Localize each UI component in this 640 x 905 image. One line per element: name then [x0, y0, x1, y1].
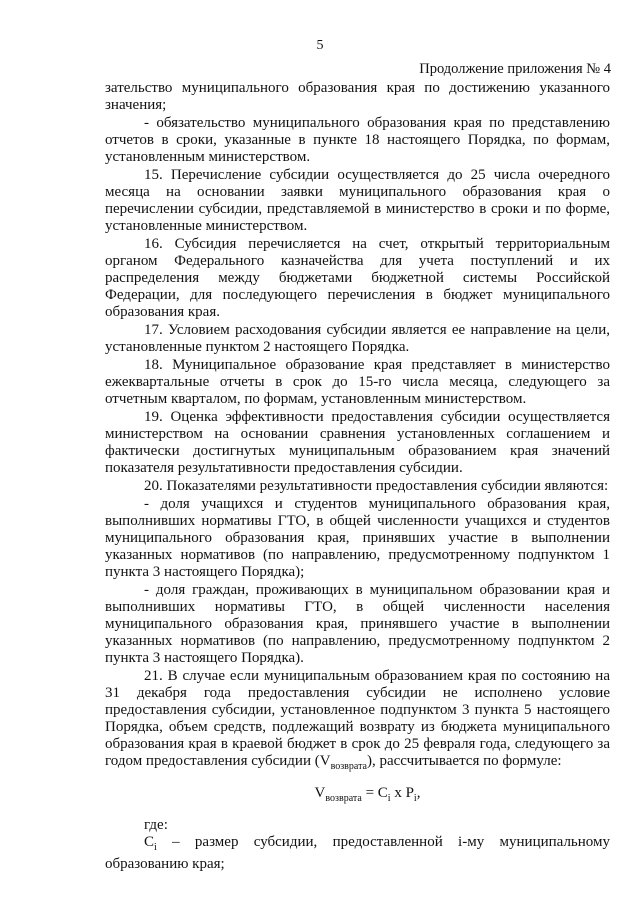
paragraph-21	[105, 668, 610, 775]
paragraph-15: 15. Перечисление субсидии осуществляется до 25 числа очередного месяца на основании заявки муниципального образования края о перечислении субсидии, представляемой в министерство в сроки и по форме, установленные министерством.	[105, 167, 610, 234]
paragraph-16: 16. Субсидия перечисляется на счет, открытый территориальным органом Федерального казначейства для учета поступлений и их распределения между бюджетами бюджетной системы Российской Федерации, для последующего перечисления в бюджет муниципального образования края.	[105, 236, 610, 320]
paragraph-17: 17. Условием расходования субсидии является ее направление на цели, установленные пунктом 2 настоящего Порядка.	[105, 322, 610, 355]
where-label: где:	[144, 817, 168, 833]
paragraph-21-tail: ), рассчитывается по формуле:	[367, 753, 562, 769]
paragraph-indicator-students: - доля учащихся и студентов муниципального образования края, выполнивших нормативы ГТО, в общей численности учащихся и студентов муниципального образования края, принявших участие в выполнении указанных нормативов (по направлению, предусмотренному подпунктом 1 пункта 3 настоящего Порядка);	[105, 496, 610, 580]
paragraph-20: 20. Показателями результативности предоставления субсидии являются:	[144, 478, 609, 494]
definition-ci: $C_i$ – размер субсидии, предоставленной i-му муниципальному образованию края;	[105, 834, 610, 872]
paragraph-obligation-reports: - обязательство муниципального образования края по представлению отчетов в сроки, указанные в пункте 18 настоящего Порядка, по формам, установленным министерством.	[105, 115, 610, 165]
paragraph-21-text: 21. В случае если муниципальным образованием края по состоянию на 31 декабря года предоставления субсидии не исполнено условие предоставления субсидии, установленное подпунктом 3 пункта 5 настоящего Порядка, объем средств, подлежащий возврату из бюджета муниципального образования края в краевой бюджет в срок до 25 февраля года, следующего за годом предоставления субсидии (V	[105, 668, 610, 769]
paragraph-indicator-citizens: - доля граждан, проживающих в муниципальном образовании края и выполнивших нормативы ГТО, в общей численности населения муниципального образования края, принявшего участие в выполнении указанных нормативов (по направлению, предусмотренному подпунктом 2 пункта 3 настоящего Порядка).	[105, 582, 610, 666]
paragraph-18: 18. Муниципальное образование края представляет в министерство ежеквартальные отчеты в срок до 15-го числа месяца, следующего за отчетным кварталом, по формам, установленным министерством.	[105, 357, 610, 407]
document-body	[105, 80, 610, 874]
appendix-header: Продолжение приложения № 4	[419, 61, 611, 77]
page-number: 5	[316, 38, 324, 53]
return-formula: $V_{возврата} = C_i$ x $P_i$,	[314, 785, 421, 804]
paragraph-21-subscript: возврата	[330, 761, 367, 772]
paragraph-continuation: зательство муниципального образования края по достижению указанного значения;	[105, 80, 610, 113]
paragraph-19: 19. Оценка эффективности предоставления субсидии осуществляется министерством на основании сравнения установленных соглашением и фактически достигнутых муниципальным образованием края значений показателя результативности предоставления субсидии.	[105, 409, 610, 476]
